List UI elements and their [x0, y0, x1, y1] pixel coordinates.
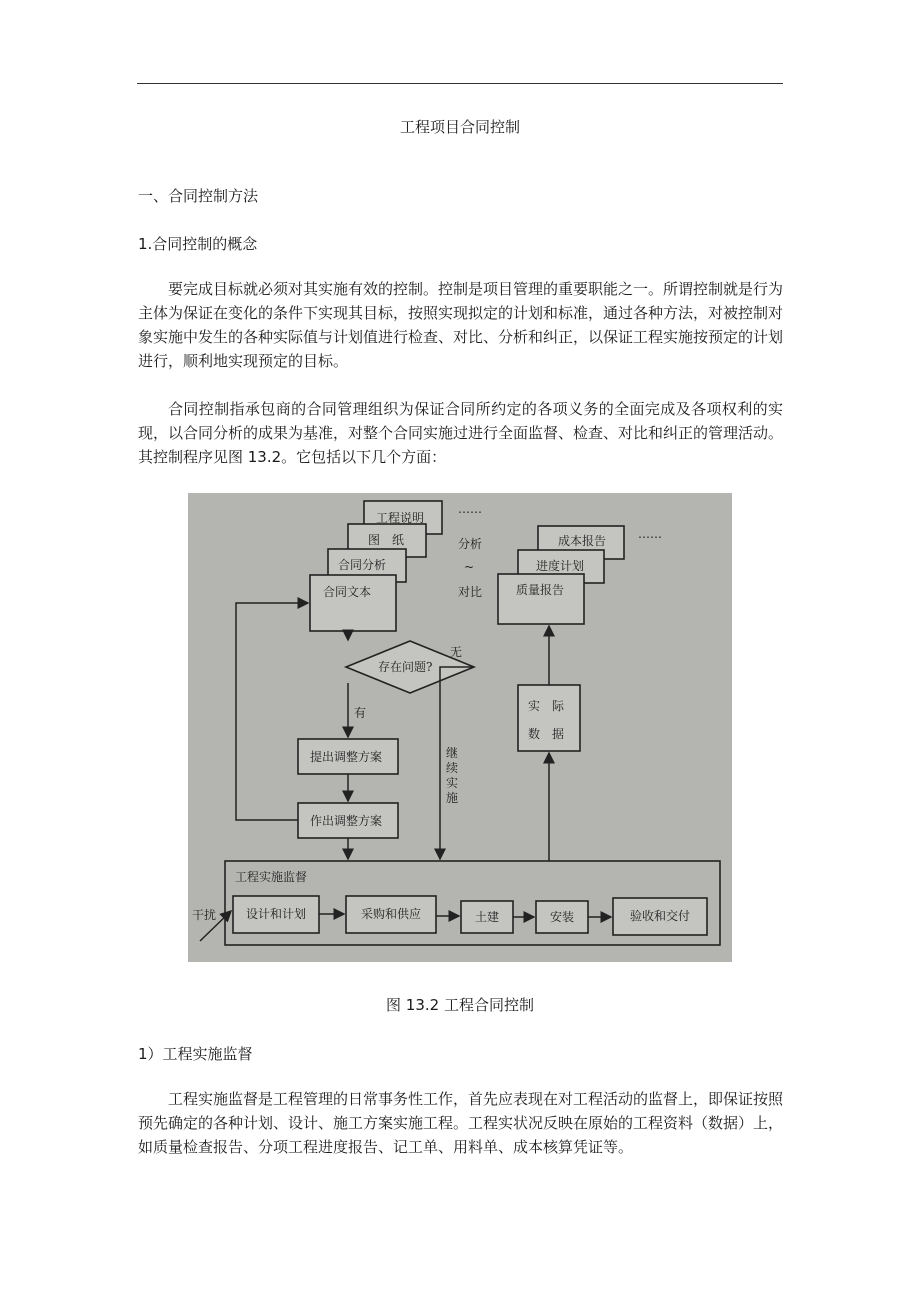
analysis-label: 分析	[458, 537, 483, 551]
propose-label: 提出调整方案	[310, 750, 383, 764]
ellipsis-left: ……	[458, 502, 482, 516]
supervision-label: 工程实施监督	[235, 870, 308, 884]
top-rule	[137, 83, 783, 84]
paragraph-contract-control: 合同控制指承包商的合同管理组织为保证合同所约定的各项义务的全面完成及各项权利的实现，以合同分析的成果为基准，对整个合同实施过进行全面监督、检查、对比和纠正的管理活动。其控制程序见图 13.2。它包括以下几个方面：	[138, 400, 784, 466]
continue-label: 继续实施	[446, 746, 459, 805]
figure-caption: 图 13.2 工程合同控制	[386, 996, 534, 1014]
subsection-heading-supervision: 1）工程实施监督	[138, 1045, 253, 1063]
ellipsis-right: ……	[638, 527, 662, 541]
section-heading: 一、合同控制方法	[138, 187, 259, 205]
stage-label-accept: 验收和交付	[630, 909, 691, 923]
compare-label: 对比	[458, 585, 483, 599]
stage-label-design: 设计和计划	[246, 907, 307, 921]
report-label-quality: 质量报告	[516, 583, 565, 597]
stage-label-install: 安装	[550, 910, 575, 924]
no-label: 无	[450, 645, 463, 659]
stage-label-procure: 采购和供应	[361, 907, 422, 921]
doc-label-contract: 合同文本	[323, 585, 372, 599]
doc-box-contract	[310, 575, 396, 631]
report-label-cost: 成本报告	[558, 534, 607, 548]
actual-data-label-1: 实 际	[528, 699, 565, 713]
yes-label: 有	[354, 706, 367, 720]
doc-label-drawings: 图 纸	[368, 533, 405, 547]
stage-label-civil: 土建	[475, 910, 500, 924]
doc-label-spec: 工程说明	[376, 511, 425, 525]
actual-data-box	[518, 685, 580, 751]
make-label: 作出调整方案	[310, 814, 383, 828]
document-title: 工程项目合同控制	[399, 118, 520, 136]
flowchart-figure	[188, 493, 732, 962]
paragraph-supervision: 工程实施监督是工程管理的日常事务性工作，首先应表现在对工程活动的监督上，即保证按照预先确定的各种计划、设计、施工方案实施工程。工程实状况反映在原始的工程资料（数据）上，如质量检查报告、分项工程进度报告、记工单、用料单、成本核算凭证等。	[138, 1090, 784, 1156]
report-box-quality	[498, 574, 584, 624]
subsection-heading: 1.合同控制的概念	[138, 235, 258, 253]
tilde-label: ~	[464, 560, 475, 574]
doc-label-analysis: 合同分析	[338, 558, 387, 572]
decision-label: 存在问题?	[378, 660, 433, 674]
report-label-schedule: 进度计划	[536, 559, 585, 573]
actual-data-label-2: 数 据	[528, 727, 565, 741]
interference-label: 干扰	[192, 908, 217, 922]
paragraph-control-concept: 要完成目标就必须对其实施有效的控制。控制是项目管理的重要职能之一。所谓控制就是行为主体为保证在变化的条件下实现其目标，按照实现拟定的计划和标准，通过各种方法，对被控制对象实施中发生的各种实际值与计划值进行检查、对比、分析和纠正，以保证工程实施按预定的计划进行，顺利地实现预定的目标。	[138, 280, 784, 370]
